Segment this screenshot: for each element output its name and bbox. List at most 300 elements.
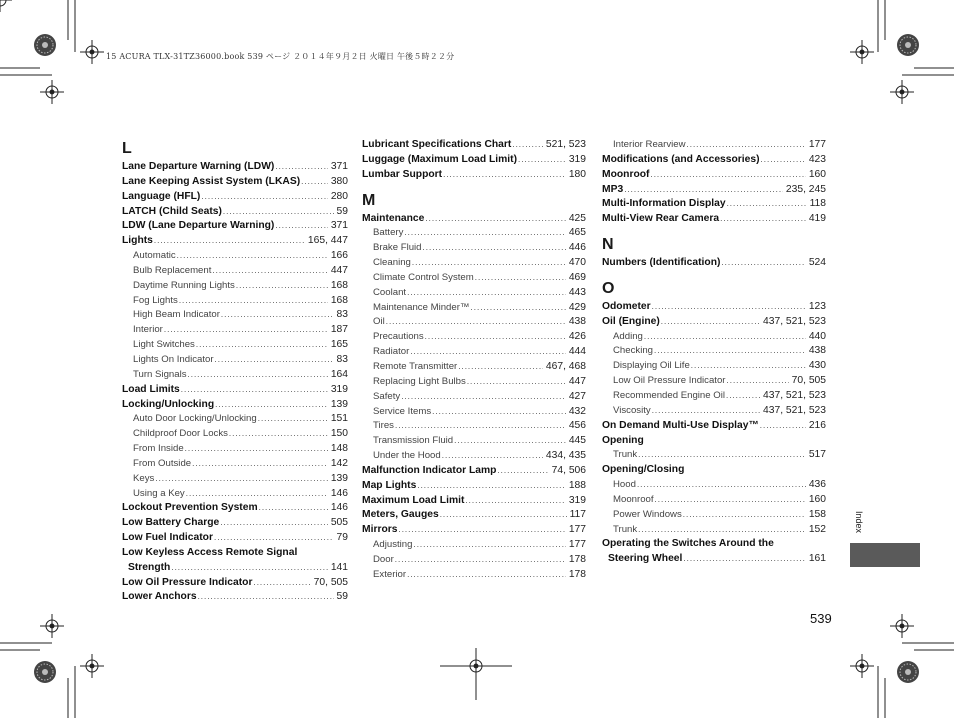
entry-page-ref[interactable]: 188 [568,479,586,491]
section-spacer [602,271,826,278]
entry-title: Tires [373,420,394,432]
index-entry[interactable] [602,315,826,330]
index-entry [602,434,826,449]
entry-page-ref[interactable]: 165, 447 [307,235,348,247]
entry-title: Maintenance Minder™ [373,301,470,313]
index-subentry[interactable] [362,315,586,330]
index-subentry[interactable] [602,404,826,419]
dot-leader [386,315,566,330]
index-subentry[interactable] [122,279,348,294]
dot-leader [440,508,567,523]
dot-leader [229,427,328,442]
entry-title: Opening [602,434,644,446]
index-entry[interactable] [122,205,348,220]
entry-title: LATCH (Child Seats) [122,205,222,217]
entry-page-ref[interactable]: 59 [336,591,348,603]
index-subentry[interactable] [602,493,826,508]
entry-title: Brake Fluid [373,242,422,254]
entry-title: On Demand Multi-Use Display™ [602,419,759,431]
index-letter-heading: N [602,236,614,254]
entry-title: Trunk [613,449,638,461]
dot-leader [258,412,328,427]
entry-page-ref[interactable]: 445 [568,435,586,447]
dot-leader [458,360,543,375]
index-entry[interactable] [122,219,348,234]
dot-leader [188,368,328,383]
entry-title: Automatic [133,250,176,262]
entry-title: Keys [133,472,155,484]
dot-leader [185,442,328,457]
index-subentry[interactable] [362,538,586,553]
entry-page-ref[interactable]: 432 [568,405,586,417]
dot-leader [512,138,543,153]
entry-page-ref[interactable]: 178 [568,553,586,565]
index-column-3 [602,138,826,567]
dot-leader [652,404,760,419]
index-subentry[interactable] [362,256,586,271]
index-subentry[interactable] [362,286,586,301]
index-subentry[interactable] [122,323,348,338]
entry-title: Lane Departure Warning (LDW) [122,161,275,172]
entry-page-ref[interactable]: 430 [808,360,826,372]
index-entry[interactable] [362,479,586,494]
index-subentry[interactable] [602,523,826,538]
index-subentry[interactable] [362,226,586,241]
entry-page-ref[interactable]: 419 [808,213,826,225]
entry-page-ref[interactable]: 168 [330,294,348,306]
entry-page-ref[interactable]: 446 [568,242,586,254]
entry-page-ref[interactable]: 434, 435 [545,450,586,462]
dot-leader [721,256,805,271]
dot-leader [412,256,566,271]
entry-page-ref[interactable]: 139 [330,472,348,484]
index-entry[interactable] [602,197,826,212]
entry-title: From Inside [133,443,184,455]
dot-leader [198,590,334,605]
dot-leader [726,389,760,404]
entry-title: Load Limits [122,383,180,395]
index-subentry[interactable] [122,264,348,279]
index-subentry[interactable] [362,271,586,286]
dot-leader [253,576,310,591]
index-subentry[interactable] [362,301,586,316]
dot-leader [661,315,760,330]
entry-title: Low Oil Pressure Indicator [613,375,726,387]
entry-title: Lubricant Specifications Chart [362,139,512,150]
entry-page-ref[interactable]: 118 [809,198,826,210]
entry-page-ref[interactable]: 70, 505 [313,576,348,588]
entry-title: Language (HFL) [122,190,201,202]
index-subentry[interactable] [122,308,348,323]
entry-title: Moonroof [602,168,650,180]
entry-title: Under the Hood [373,450,441,462]
index-subentry[interactable] [122,412,348,427]
index-entry[interactable] [362,138,586,153]
entry-page-ref[interactable]: 187 [330,324,348,336]
dot-leader [155,472,327,487]
entry-title: Childproof Door Locks [133,428,228,440]
entry-title: MP3 [602,183,624,195]
index-entry[interactable] [122,383,348,398]
dot-leader [401,390,566,405]
index-entry[interactable] [362,168,586,183]
entry-title: Steering Wheel [608,553,683,565]
index-entry[interactable] [122,590,348,605]
entry-title: Battery [373,227,404,239]
entry-page-ref[interactable]: 59 [336,205,348,217]
index-entry[interactable] [122,190,348,205]
index-subentry[interactable] [362,375,586,390]
index-entry[interactable] [122,516,348,531]
index-entry[interactable] [122,501,348,516]
entry-title: Low Oil Pressure Indicator [122,576,253,588]
dot-leader [727,197,807,212]
index-entry[interactable] [362,212,586,227]
index-subentry[interactable] [122,487,348,502]
entry-title: Lockout Prevention System [122,502,258,514]
entry-page-ref[interactable]: 470 [568,257,586,269]
entry-page-ref[interactable]: 139 [330,398,348,410]
entry-page-ref[interactable]: 437, 521, 523 [763,404,826,416]
index-entry[interactable] [602,419,826,434]
entry-page-ref[interactable]: 440 [808,330,826,342]
dot-leader [497,464,548,479]
entry-page-ref[interactable]: 447 [568,375,586,387]
entry-page-ref[interactable]: 150 [330,428,348,440]
index-subentry[interactable] [122,353,348,368]
entry-page-ref[interactable]: 467, 468 [545,360,586,372]
index-column-2 [362,138,586,583]
index-entry[interactable] [602,168,826,183]
entry-title: Hood [613,479,636,491]
entry-page-ref[interactable]: 438 [568,316,586,328]
entry-title: Luggage (Maximum Load Limit) [362,153,518,165]
entry-title: Coolant [373,286,407,298]
dot-leader [417,479,565,494]
index-entry[interactable] [362,523,586,538]
entry-page-ref[interactable]: 465 [568,227,586,239]
index-subentry[interactable] [362,360,586,375]
entry-page-ref[interactable]: 371 [330,220,348,232]
dot-leader [691,359,806,374]
index-subentry[interactable] [122,442,348,457]
index-entry [602,537,826,552]
entry-title: Opening/Closing [602,464,685,476]
index-letter-heading: L [122,140,132,157]
entry-page-ref[interactable]: 436 [808,479,826,491]
dot-leader [395,553,566,568]
entry-page-ref[interactable]: 117 [569,509,586,521]
dot-leader [177,249,328,264]
entry-title: Odometer [602,300,651,312]
dot-leader [687,138,806,153]
index-subentry[interactable] [122,368,348,383]
entry-page-ref[interactable]: 141 [330,561,348,573]
entry-title: Maximum Load Limit [362,494,465,506]
index-entry[interactable] [602,153,826,168]
entry-title: Adjusting [373,539,413,551]
entry-page-ref[interactable]: 469 [568,271,586,283]
entry-page-ref[interactable]: 437, 521, 523 [763,315,826,327]
index-subentry[interactable] [122,472,348,487]
entry-title: Climate Control System [373,271,474,283]
entry-title: Locking/Unlocking [122,398,215,410]
entry-page-ref[interactable]: 444 [568,346,586,358]
index-subentry[interactable] [362,405,586,420]
entry-title: Turn Signals [133,368,187,380]
index-entry[interactable] [602,552,826,567]
index-subentry[interactable] [362,553,586,568]
entry-title: Trunk [613,523,638,535]
entry-page-ref[interactable]: 166 [330,250,348,262]
entry-page-ref[interactable]: 146 [330,502,348,514]
dot-leader [760,419,806,434]
index-entry[interactable] [122,160,348,175]
entry-page-ref[interactable]: 319 [568,494,586,506]
dot-leader [236,279,328,294]
index-entry[interactable] [602,212,826,227]
entry-page-ref[interactable]: 70, 505 [791,375,826,387]
dot-leader [410,345,566,360]
entry-title: Lane Keeping Assist System (LKAS) [122,175,301,187]
index-subentry[interactable] [362,345,586,360]
entry-title: Oil (Engine) [602,315,660,327]
index-entry [122,546,348,561]
entry-page-ref[interactable]: 423 [808,153,826,165]
entry-page-ref[interactable]: 146 [330,487,348,499]
entry-page-ref[interactable]: 151 [330,413,348,425]
dot-leader [443,168,566,183]
dot-leader [471,301,566,316]
dot-leader [223,205,334,220]
index-entry[interactable] [122,398,348,413]
index-entry[interactable] [122,175,348,190]
entry-page-ref[interactable]: 216 [808,419,826,431]
index-entry[interactable] [362,494,586,509]
section-spacer [602,227,826,234]
entry-title: Meters, Gauges [362,509,439,521]
entry-title: Lumbar Support [362,168,443,180]
entry-title: High Beam Indicator [133,309,220,321]
index-entry[interactable] [122,234,348,249]
index-subentry[interactable] [122,457,348,472]
dot-leader [179,294,328,309]
entry-title: Checking [613,345,653,357]
dot-leader [683,552,805,567]
entry-page-ref[interactable]: 426 [568,331,586,343]
entry-page-ref[interactable]: 425 [568,212,586,224]
dot-leader [638,448,806,463]
entry-title: Maintenance [362,212,425,224]
entry-title: Power Windows [613,508,682,520]
dot-leader [164,323,328,338]
index-subentry[interactable] [602,374,826,389]
index-side-tab[interactable] [850,543,920,567]
dot-leader [212,264,327,279]
entry-page-ref[interactable]: 148 [330,443,348,455]
entry-page-ref[interactable]: 83 [336,309,348,321]
index-subentry[interactable] [122,427,348,442]
index-entry[interactable] [362,464,586,479]
dot-leader [275,219,327,234]
index-subentry[interactable] [362,434,586,449]
index-column-1 [122,138,348,605]
entry-title: Multi-Information Display [602,198,726,210]
entry-title: Oil [373,316,385,328]
entry-page-ref[interactable]: 123 [808,300,826,312]
entry-title: Interior Rearview [613,139,686,150]
dot-leader [215,398,328,413]
entry-page-ref[interactable]: 79 [336,532,348,544]
dot-leader [181,383,328,398]
index-subentry[interactable] [602,344,826,359]
dot-leader [654,344,806,359]
index-entry[interactable] [122,561,348,576]
section-spacer [362,183,586,190]
entry-title: Using a Key [133,487,185,499]
dot-leader [650,168,805,183]
dot-leader [404,226,565,241]
index-subentry[interactable] [362,330,586,345]
dot-leader [154,234,305,249]
index-entry[interactable] [602,183,826,198]
dot-leader [171,561,327,576]
index-entry[interactable] [602,300,826,315]
index-subentry[interactable] [122,249,348,264]
dot-leader [518,153,566,168]
index-subentry[interactable] [362,390,586,405]
index-entry[interactable] [362,508,586,523]
entry-page-ref[interactable]: 177 [568,539,586,551]
entry-title: Bulb Replacement [133,264,212,276]
entry-page-ref[interactable]: 180 [568,168,586,180]
entry-page-ref[interactable]: 447 [330,264,348,276]
index-subentry[interactable] [362,449,586,464]
entry-title: Malfunction Indicator Lamp [362,464,497,476]
index-subentry[interactable] [122,338,348,353]
entry-page-ref[interactable]: 280 [330,190,348,202]
entry-page-ref[interactable]: 165 [330,339,348,351]
entry-title: Transmission Fluid [373,435,454,447]
entry-page-ref[interactable]: 177 [808,139,826,150]
entry-page-ref[interactable]: 235, 245 [785,183,826,195]
dot-leader [727,374,789,389]
entry-page-ref[interactable]: 456 [568,420,586,432]
index-subentry[interactable] [602,389,826,404]
entry-page-ref[interactable]: 177 [568,524,586,536]
entry-title: Daytime Running Lights [133,279,235,291]
entry-page-ref[interactable]: 160 [808,168,826,180]
dot-leader [398,523,565,538]
index-subentry[interactable] [122,294,348,309]
dot-leader [644,330,806,345]
dot-leader [637,478,806,493]
index-subentry[interactable] [602,478,826,493]
dot-leader [425,212,565,227]
dot-leader [395,419,566,434]
print-file-header: 15 ACURA TLX-31TZ36000.book 539 ページ ２０１４年９月２日 火曜日 午後５時２２分 [106,52,455,61]
entry-page-ref[interactable]: 142 [330,457,348,469]
index-letter-heading: M [362,191,376,209]
entry-title: Precautions [373,331,424,343]
entry-page-ref[interactable]: 164 [330,368,348,380]
entry-title: Radiator [373,346,410,358]
side-tab-label: Index [854,511,864,534]
entry-page-ref[interactable]: 152 [808,523,826,535]
dot-leader [220,516,328,531]
dot-leader [465,494,565,509]
entry-title: Map Lights [362,479,417,491]
dot-leader [221,308,334,323]
dot-leader [655,493,806,508]
entry-page-ref[interactable]: 74, 506 [551,464,586,476]
index-subentry[interactable] [362,419,586,434]
entry-title: Numbers (Identification) [602,257,721,269]
entry-page-ref[interactable]: 168 [330,279,348,291]
entry-title: Interior [133,324,163,336]
dot-leader [475,271,566,286]
index-subentry[interactable] [362,568,586,583]
entry-page-ref[interactable]: 83 [336,353,348,365]
index-entry[interactable] [122,531,348,546]
entry-title: Low Fuel Indicator [122,532,213,544]
dot-leader [201,190,327,205]
entry-title: Remote Transmitter [373,360,458,372]
dot-leader [275,160,327,175]
dot-leader [652,300,806,315]
entry-page-ref[interactable]: 521, 523 [545,139,586,150]
entry-page-ref[interactable]: 380 [330,175,348,187]
entry-page-ref[interactable]: 517 [808,449,826,461]
index-subentry[interactable] [602,508,826,523]
index-entry[interactable] [122,576,348,591]
index-subentry[interactable] [602,330,826,345]
entry-page-ref[interactable]: 437, 521, 523 [763,389,826,401]
entry-title: Strength [128,561,171,573]
index-subentry[interactable] [602,359,826,374]
entry-title: Adding [613,330,643,342]
entry-title: LDW (Lane Departure Warning) [122,220,275,232]
index-subentry[interactable] [362,241,586,256]
entry-title: Recommended Engine Oil [613,389,725,401]
index-subentry[interactable] [602,448,826,463]
index-entry[interactable] [602,256,826,271]
entry-page-ref[interactable]: 371 [330,161,348,172]
entry-page-ref[interactable]: 438 [808,345,826,357]
entry-page-ref[interactable]: 319 [568,153,586,165]
entry-page-ref[interactable]: 505 [330,517,348,529]
entry-title: Light Switches [133,339,195,351]
dot-leader [259,501,328,516]
entry-page-ref[interactable]: 158 [808,508,826,520]
dot-leader [186,487,328,502]
entry-page-ref[interactable]: 319 [330,383,348,395]
entry-page-ref[interactable]: 161 [808,553,826,565]
entry-title: Lights On Indicator [133,353,214,365]
entry-page-ref[interactable]: 178 [568,568,586,580]
index-entry [602,463,826,478]
index-subentry[interactable] [602,138,826,153]
entry-page-ref[interactable]: 427 [568,390,586,402]
index-letter-heading: O [602,279,615,297]
entry-title: Moonroof [613,493,654,505]
entry-page-ref[interactable]: 443 [568,286,586,298]
entry-page-ref[interactable]: 524 [808,257,826,269]
dot-leader [624,183,783,198]
index-entry[interactable] [362,153,586,168]
entry-page-ref[interactable]: 429 [568,301,586,313]
entry-page-ref[interactable]: 160 [808,493,826,505]
